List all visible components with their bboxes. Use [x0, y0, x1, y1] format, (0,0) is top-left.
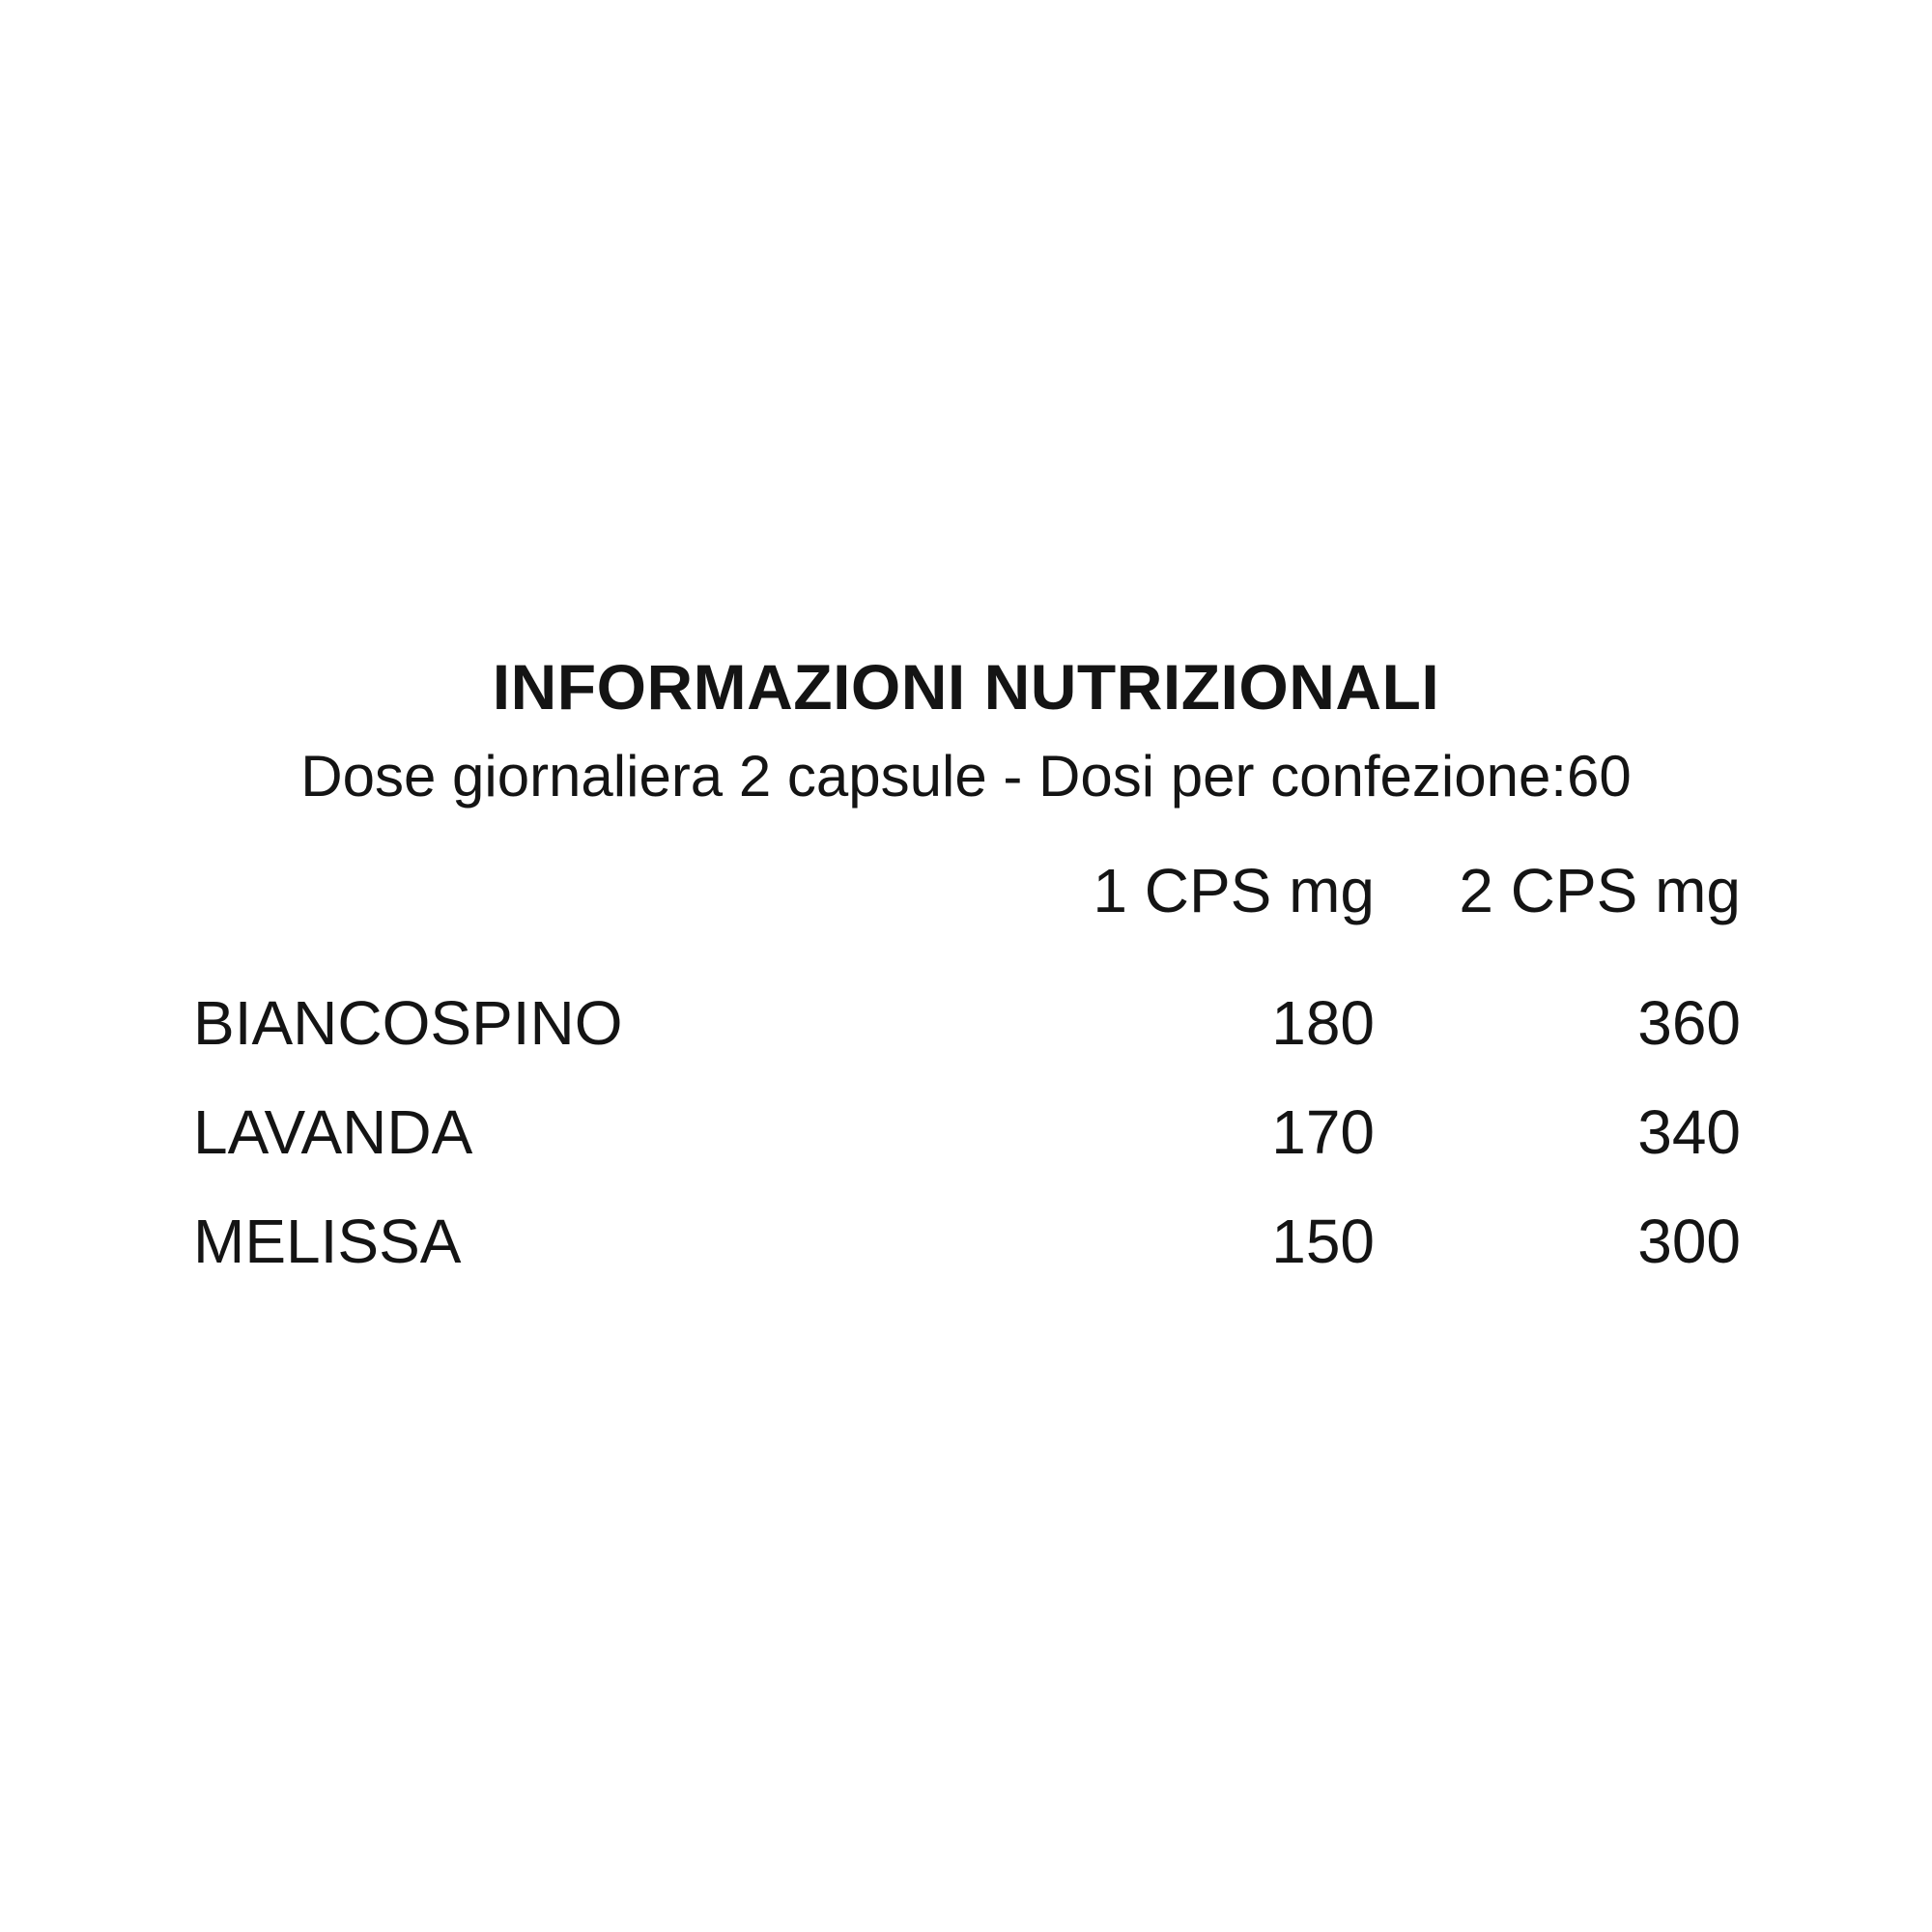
ingredient-1cps-value: 150 [1271, 1207, 1375, 1276]
dosage-subtitle: Dose giornaliera 2 capsule - Dosi per confezione:60 [300, 744, 1632, 809]
ingredient-1cps-value: 170 [1271, 1097, 1375, 1167]
ingredient-2cps-value: 300 [1637, 1207, 1741, 1276]
ingredient-name: MELISSA [193, 1207, 462, 1276]
ingredient-2cps-value: 340 [1637, 1097, 1741, 1167]
ingredient-name: LAVANDA [193, 1097, 473, 1167]
column-header-1cps: 1 CPS mg [1093, 856, 1375, 925]
label-title: INFORMAZIONI NUTRIZIONALI [492, 651, 1440, 723]
nutrition-table [193, 856, 1741, 1288]
column-header-spacer [193, 860, 1085, 992]
ingredient-name: BIANCOSPINO [193, 988, 623, 1058]
ingredient-2cps-value: 360 [1637, 988, 1741, 1058]
column-header-2cps: 2 CPS mg [1459, 856, 1741, 925]
ingredient-1cps-value: 180 [1271, 988, 1375, 1058]
